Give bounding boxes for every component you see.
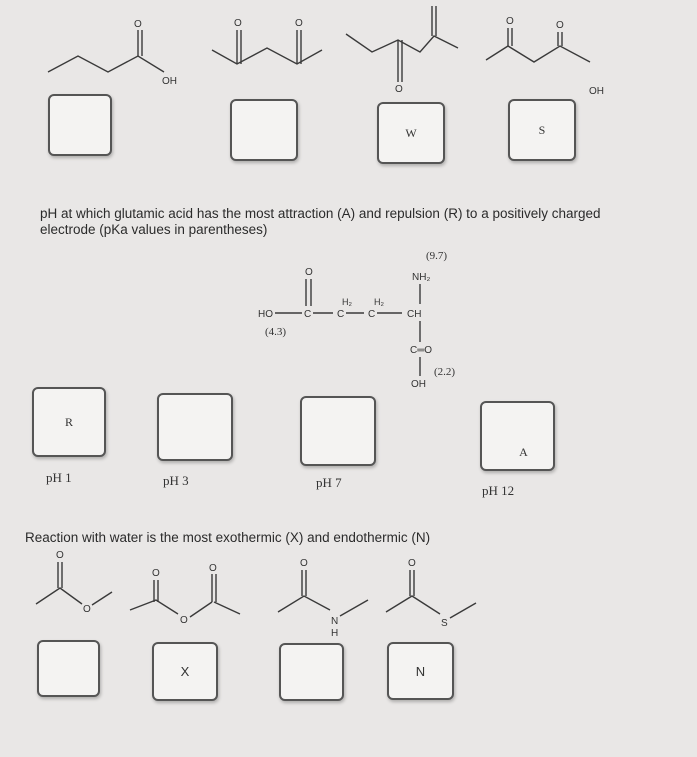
ph12-label: pH 12 (482, 483, 515, 498)
answer-box-ph3[interactable] (157, 393, 233, 461)
answer-box-ph7[interactable] (300, 396, 376, 466)
svg-text:O: O (180, 615, 188, 626)
answer-box-ester[interactable] (37, 640, 100, 697)
ph7-label: pH 7 (316, 475, 342, 490)
svg-text:O: O (395, 84, 403, 95)
svg-text:O: O (234, 18, 242, 29)
svg-text:O: O (152, 568, 160, 579)
answer-text: N (415, 663, 426, 679)
svg-text:O: O (556, 20, 564, 31)
svg-text:O: O (408, 558, 416, 569)
svg-text:O: O (209, 563, 217, 574)
svg-text:O: O (506, 16, 514, 27)
svg-text:HO: HO (258, 309, 273, 320)
svg-text:H: H (331, 628, 339, 639)
svg-text:C: C (337, 309, 345, 320)
answer-box-ph1[interactable] (32, 387, 106, 457)
answer-box-thioester[interactable] (387, 642, 454, 700)
svg-text:OH: OH (589, 86, 604, 97)
answer-box-amide[interactable] (279, 643, 344, 701)
answer-text: X (180, 664, 190, 679)
svg-text:O: O (295, 18, 303, 29)
svg-text:NH₂: NH₂ (412, 272, 431, 283)
svg-text:H₂: H₂ (374, 297, 384, 307)
answer-box-anhydride[interactable] (152, 642, 218, 701)
answer-text: A (519, 444, 528, 459)
svg-text:C: C (368, 309, 376, 320)
svg-text:N: N (331, 616, 339, 627)
answer-box-molecule-2[interactable] (230, 99, 298, 161)
section2-prompt-line1: pH at which glutamic acid has the most attraction (A) and repulsion (R) to a positively charged (40, 206, 601, 221)
svg-text:O: O (305, 267, 313, 278)
svg-text:O: O (83, 604, 91, 615)
answer-box-molecule-3[interactable] (377, 102, 445, 164)
answer-box-molecule-1[interactable] (48, 94, 112, 156)
svg-text:OH: OH (411, 379, 426, 390)
svg-text:C═O: C═O (410, 345, 433, 356)
answer-text: R (64, 414, 73, 429)
svg-text:O: O (134, 19, 142, 30)
answer-box-ph12[interactable] (480, 401, 555, 471)
svg-text:(4.3): (4.3) (265, 326, 287, 338)
answer-text: W (405, 125, 417, 140)
ph1-label: pH 1 (46, 470, 72, 485)
section2-prompt (40, 206, 660, 238)
svg-text:O: O (56, 550, 64, 561)
svg-text:H₂: H₂ (342, 297, 352, 307)
svg-text:(9.7): (9.7) (426, 250, 448, 262)
svg-text:(2.2): (2.2) (434, 366, 456, 378)
svg-text:S: S (441, 618, 448, 629)
answer-box-molecule-4[interactable] (508, 99, 576, 161)
section3-prompt: Reaction with water is the most exothermic (X) and endothermic (N) (25, 530, 431, 545)
svg-text:C: C (304, 309, 312, 320)
svg-text:OH: OH (162, 76, 177, 87)
svg-text:CH: CH (407, 309, 422, 320)
section2-prompt-line2: electrode (pKa values in parentheses) (40, 222, 268, 237)
answer-text: S (538, 122, 546, 137)
ph3-label: pH 3 (163, 473, 189, 488)
svg-text:O: O (300, 558, 308, 569)
